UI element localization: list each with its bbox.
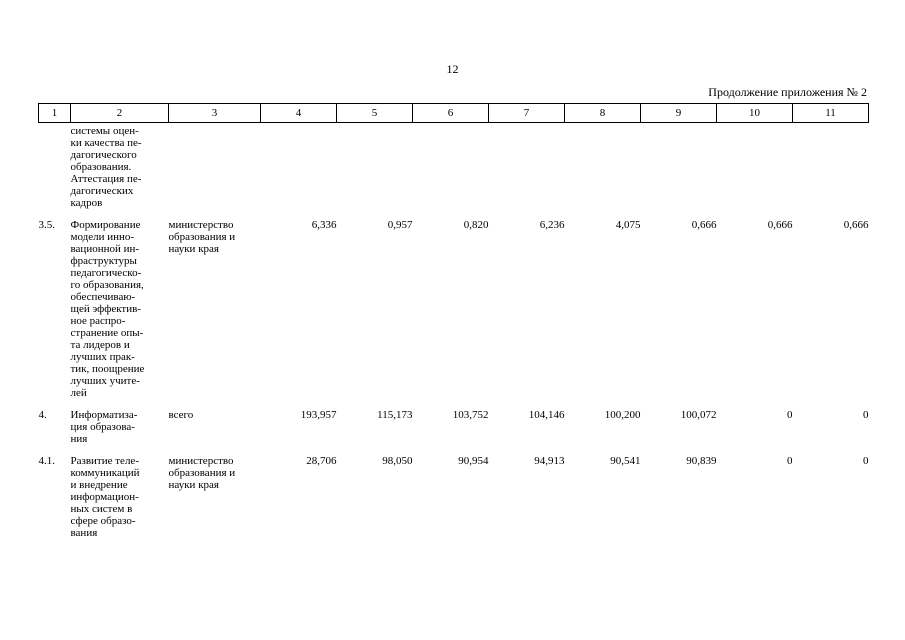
row-value-col8: [565, 123, 641, 210]
row-executor-line: министерство: [168, 219, 234, 231]
row-value-col4: 193,957: [300, 409, 337, 421]
row-value-col8: 100,200: [604, 409, 641, 421]
row-name-line: вационной ин-: [70, 243, 140, 255]
row-executor-line: науки края: [168, 479, 219, 491]
row-value-col9: 0,666: [691, 219, 717, 231]
row-value-col7: 6,236: [539, 219, 565, 231]
row-name-line: системы оцен-: [70, 125, 139, 137]
row-value-col5: 0,957: [387, 219, 413, 231]
row-name-line: фраструктуры: [70, 255, 137, 267]
row-value-col6: [413, 123, 489, 210]
row-name-line: дагогического: [70, 149, 137, 161]
col-header-4: 4: [261, 104, 337, 123]
appendix-continuation-label: Продолжение приложения № 2: [708, 85, 867, 99]
table-row: [39, 445, 869, 539]
row-value-col5: 115,173: [377, 409, 413, 421]
row-name-line: ция образова-: [70, 421, 135, 433]
row-name-line: странение опы-: [70, 327, 144, 339]
row-value-col6: 103,752: [452, 409, 489, 421]
col-header-6: 6: [413, 104, 489, 123]
row-value-col7: 94,913: [534, 455, 565, 467]
row-name-line: Развитие теле-: [70, 455, 139, 467]
row-name-line: ки качества пе-: [70, 137, 142, 149]
row-name: [71, 123, 169, 210]
col-header-11: 11: [793, 104, 869, 123]
row-number: 3.5.: [38, 219, 55, 231]
row-value-col10: 0,666: [767, 219, 793, 231]
row-executor: [169, 399, 261, 445]
row-executor-line: образования и: [168, 467, 236, 479]
row-value-col10: [717, 123, 793, 210]
row-value-col6: 90,954: [458, 455, 489, 467]
row-value-col11: 0: [863, 409, 869, 421]
row-name-line: лучших учите-: [70, 375, 140, 387]
row-name-line: ных систем в: [70, 503, 133, 515]
row-value-col5: 98,050: [382, 455, 413, 467]
col-header-3: 3: [169, 104, 261, 123]
row-value-col6: 0,820: [463, 219, 489, 231]
row-executor-line: всего: [168, 409, 194, 421]
row-value-col10: 0: [787, 455, 793, 467]
row-value-col8: 4,075: [615, 219, 641, 231]
table-row: [39, 399, 869, 445]
page-number: 12: [446, 62, 459, 76]
col-header-5: 5: [337, 104, 413, 123]
row-name: [71, 209, 169, 399]
row-name-line: обеспечиваю-: [70, 291, 136, 303]
row-value-col8: 90,541: [610, 455, 641, 467]
row-name-line: ния: [70, 433, 88, 445]
row-name-line: Информатиза-: [70, 409, 138, 421]
row-name-line: образования.: [70, 161, 132, 173]
row-name-line: дагогических: [70, 185, 134, 197]
row-value-col9: 100,072: [680, 409, 717, 421]
row-name-line: лучших прак-: [70, 351, 135, 363]
row-executor-line: образования и: [168, 231, 236, 243]
row-name-line: модели инно-: [70, 231, 135, 243]
header-row: [39, 104, 869, 123]
row-name-line: лей: [70, 387, 87, 399]
row-number: 4.1.: [38, 455, 55, 467]
row-name-line: педагогическо-: [70, 267, 142, 279]
col-header-8: 8: [565, 104, 641, 123]
row-name-line: ное распро-: [70, 315, 126, 327]
row-name: [71, 445, 169, 539]
col-header-7: 7: [489, 104, 565, 123]
col-header-10: 10: [717, 104, 793, 123]
row-value-col11: 0: [863, 455, 869, 467]
row-value-col7: [489, 123, 565, 210]
col-header-9: 9: [641, 104, 717, 123]
row-executor-line: министерство: [168, 455, 234, 467]
row-value-col11: 0,666: [843, 219, 869, 231]
row-number: [39, 123, 71, 210]
row-value-col4: 6,336: [311, 219, 337, 231]
row-name-line: кадров: [70, 197, 103, 209]
row-value-col4: 28,706: [306, 455, 337, 467]
row-name-line: сфере образо-: [70, 515, 136, 527]
row-name-line: и внедрение: [70, 479, 128, 491]
row-executor: [169, 123, 261, 210]
row-name-line: тик, поощрение: [70, 363, 145, 375]
row-value-col11: [793, 123, 869, 210]
row-name-line: информацион-: [70, 491, 139, 503]
row-name-line: коммуникаций: [70, 467, 140, 479]
row-value-col7: 104,146: [528, 409, 565, 421]
row-value-col9: 90,839: [686, 455, 717, 467]
row-name: [71, 399, 169, 445]
budget-table: [38, 103, 869, 539]
row-executor: [169, 445, 261, 539]
row-name-line: вания: [70, 527, 98, 539]
row-value-col10: 0: [787, 409, 793, 421]
row-name-line: Формирование: [70, 219, 141, 231]
row-number: 4.: [38, 409, 47, 421]
row-value-col4: [261, 123, 337, 210]
row-name-line: Аттестация пе-: [70, 173, 142, 185]
row-name-line: та лидеров и: [70, 339, 130, 351]
row-name-line: го образования,: [70, 279, 144, 291]
row-value-col9: [641, 123, 717, 210]
row-name-line: щей эффектив-: [70, 303, 141, 315]
row-value-col5: [337, 123, 413, 210]
row-executor-line: науки края: [168, 243, 219, 255]
col-header-1: 1: [39, 104, 71, 123]
table-row: [39, 209, 869, 399]
col-header-2: 2: [71, 104, 169, 123]
row-executor: [169, 209, 261, 399]
table-row: [39, 123, 869, 210]
